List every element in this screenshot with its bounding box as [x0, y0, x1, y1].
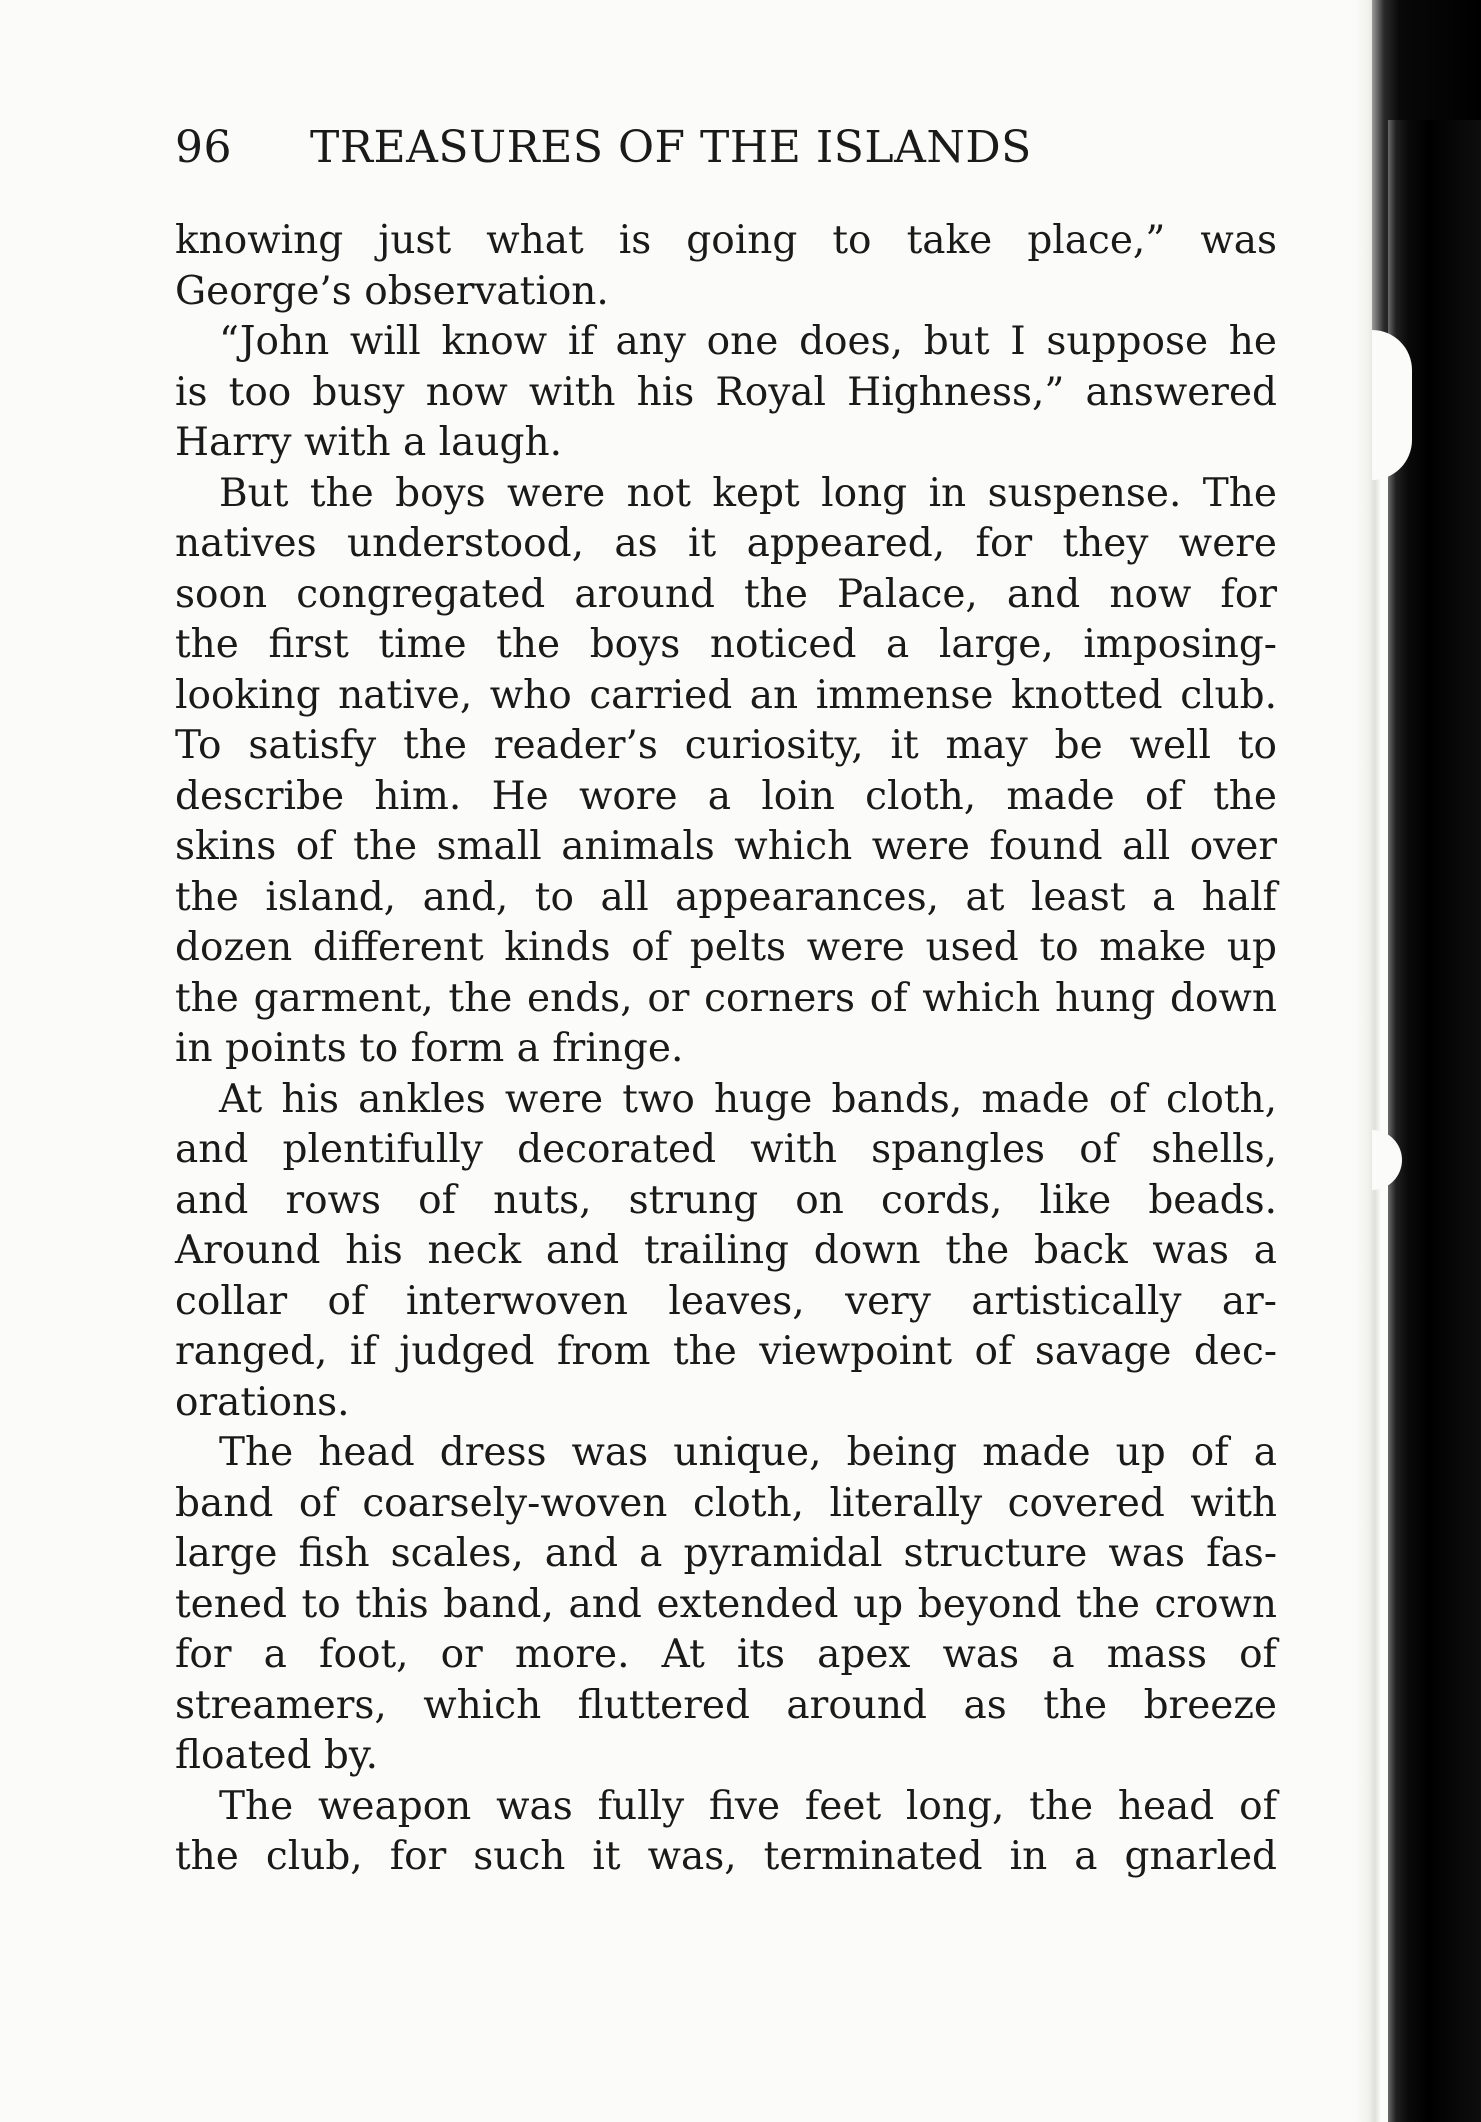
text-line: in points to form a fringe. — [175, 1026, 684, 1071]
text-line: large fish scales, and a pyramidal structure was fas- — [175, 1531, 1277, 1576]
text-line: the garment, the ends, or corners of which hung down — [175, 975, 1277, 1021]
text-line: for a foot, or more. At its apex was a mass of — [175, 1632, 1277, 1677]
text-line: To satisfy the reader’s curiosity, it may be well to — [175, 723, 1277, 768]
text-line: orations. — [175, 1379, 350, 1425]
binding-notch — [1372, 330, 1412, 480]
running-head-title: TREASURES OF THE ISLANDS — [310, 122, 1032, 173]
page-number: 96 — [175, 122, 232, 173]
text-line: and rows of nuts, strung on cords, like beads. — [175, 1177, 1277, 1223]
text-line: knowing just what is going to take place,” was — [175, 218, 1277, 263]
text-line: the club, for such it was, terminated in a gnarled — [175, 1834, 1277, 1879]
paragraph-first-line: At his ankles were two huge bands, made of cloth, — [219, 1076, 1277, 1122]
text-line: collar of interwoven leaves, very artistically ar- — [175, 1278, 1277, 1324]
text-line: band of coarsely-woven cloth, literally covered with — [175, 1480, 1277, 1526]
paragraph-first-line: The weapon was fully five feet long, the head of — [219, 1783, 1277, 1829]
text-line: the island, and, to all appearances, at least a half — [175, 874, 1277, 920]
text-line: looking native, who carried an immense knotted club. — [175, 672, 1277, 718]
paragraph-first-line: The head dress was unique, being made up of a — [219, 1430, 1277, 1475]
text-line: Harry with a laugh. — [175, 420, 562, 465]
text-line: natives understood, as it appeared, for they were — [175, 521, 1277, 566]
text-line: skins of the small animals which were found all over — [175, 824, 1277, 869]
text-line: and plentifully decorated with spangles of shells, — [175, 1127, 1277, 1172]
body-text — [175, 216, 1277, 1883]
paragraph-first-line: “John will know if any one does, but I suppose he — [219, 319, 1277, 364]
text-line: George’s observation. — [175, 268, 609, 314]
paragraph-first-line: But the boys were not kept long in suspense. The — [219, 470, 1277, 516]
text-line: describe him. He wore a loin cloth, made of the — [175, 773, 1277, 819]
text-line: floated by. — [175, 1733, 379, 1778]
text-line: is too busy now with his Royal Highness,” answered — [175, 369, 1277, 415]
text-line: dozen different kinds of pelts were used to make up — [175, 925, 1277, 970]
running-head — [175, 118, 1275, 178]
text-line: tened to this band, and extended up beyond the crown — [175, 1581, 1277, 1627]
text-line: the first time the boys noticed a large, imposing- — [175, 622, 1277, 667]
text-line: Around his neck and trailing down the back was a — [175, 1228, 1277, 1273]
text-line: streamers, which fluttered around as the breeze — [175, 1682, 1277, 1728]
text-line: soon congregated around the Palace, and now for — [175, 571, 1277, 617]
text-line: ranged, if judged from the viewpoint of savage dec- — [175, 1329, 1277, 1374]
